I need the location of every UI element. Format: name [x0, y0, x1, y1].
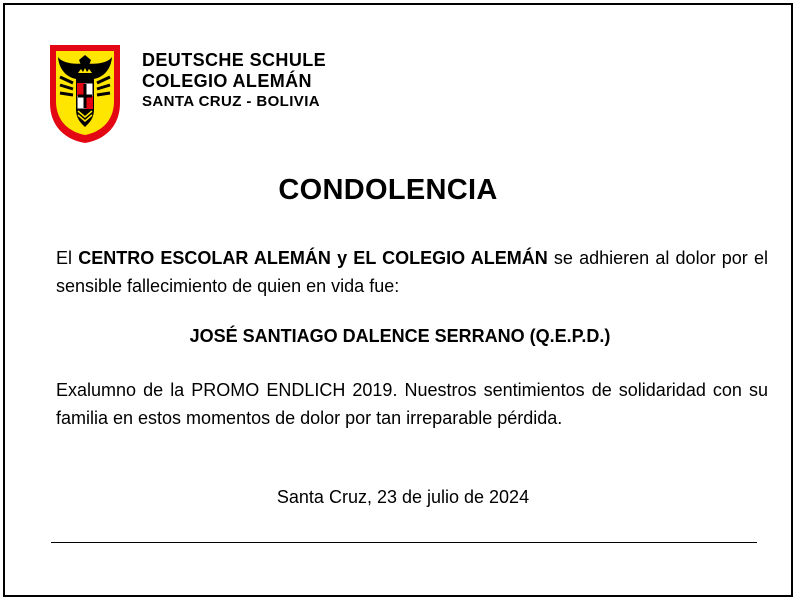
- school-name-block: [142, 50, 326, 111]
- intro-paragraph: [56, 244, 768, 300]
- school-location: SANTA CRUZ - BOLIVIA: [142, 93, 320, 111]
- deceased-name: JOSÉ SANTIAGO DALENCE SERRANO (Q.E.P.D.): [189, 326, 611, 346]
- school-name-german: DEUTSCHE SCHULE: [142, 50, 327, 70]
- notice-title: CONDOLENCIA: [278, 174, 498, 206]
- school-crest-icon: [48, 43, 122, 145]
- school-name-spanish: COLEGIO ALEMÁN: [142, 70, 312, 91]
- signature-divider: [51, 542, 757, 543]
- condolence-paragraph: Exalumno de la PROMO ENDLICH 2019. Nuestros sentimientos de solidaridad con su familia en estos momentos de dolor por tan irreparable pérdida.: [56, 380, 768, 428]
- intro-suffix: se adhieren al dolor por el sensible fallecimiento de quien en vida fue:: [56, 248, 768, 296]
- intro-prefix: El: [56, 248, 79, 268]
- place-date: Santa Cruz, 23 de julio de 2024: [276, 487, 530, 507]
- institutions-bold: CENTRO ESCOLAR ALEMÁN y EL COLEGIO ALEMÁN: [78, 248, 548, 268]
